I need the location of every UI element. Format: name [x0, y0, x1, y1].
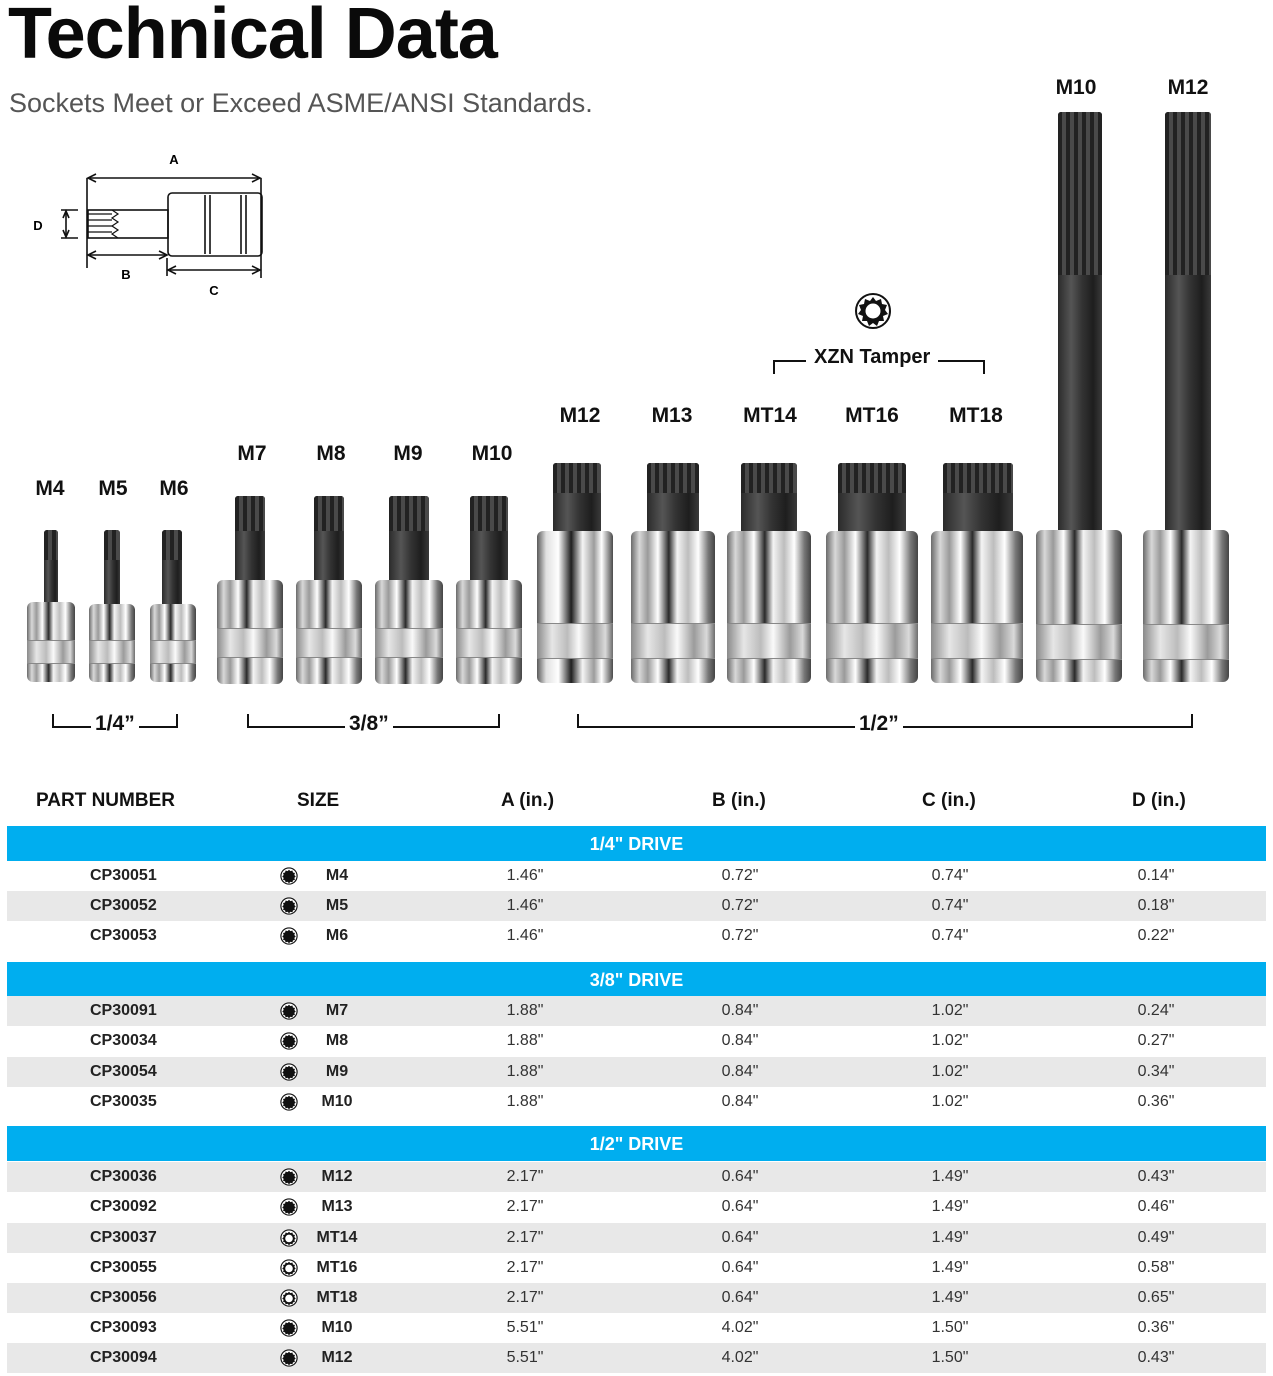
tamper-group-label: XZN Tamper — [806, 346, 938, 369]
part-number: CP30051 — [90, 867, 157, 884]
xzn-icon — [280, 1349, 298, 1367]
part-number: CP30093 — [90, 1319, 157, 1336]
table-row — [7, 1026, 1266, 1056]
dim-c: 1.49" — [931, 1229, 969, 1246]
part-number: CP30053 — [90, 927, 157, 944]
size: M5 — [325, 897, 349, 914]
table-row — [7, 861, 1266, 891]
xzn-icon — [280, 1198, 298, 1216]
dim-a: 5.51" — [506, 1349, 544, 1366]
socket-label: MT18 — [949, 404, 1003, 427]
dim-d: 0.43" — [1137, 1168, 1175, 1185]
dim-c: 1.49" — [931, 1168, 969, 1185]
dim-a: 2.17" — [506, 1198, 544, 1215]
socket-label: M8 — [316, 442, 346, 465]
dim-d: 0.22" — [1137, 927, 1175, 944]
dimension-diagram — [28, 148, 278, 298]
dim-d: 0.36" — [1137, 1093, 1175, 1110]
size: M6 — [325, 927, 349, 944]
dim-d: 0.14" — [1137, 867, 1175, 884]
size: M8 — [325, 1032, 349, 1049]
dim-c: 0.74" — [931, 927, 969, 944]
column-header-c: C (in.) — [922, 790, 976, 811]
xzn-tamper-icon — [280, 1259, 298, 1277]
socket-label: M12 — [1167, 76, 1209, 99]
dim-c: 1.02" — [931, 1032, 969, 1049]
dim-d: 0.49" — [1137, 1229, 1175, 1246]
socket-label: M10 — [1055, 76, 1097, 99]
table-row — [7, 1162, 1266, 1192]
table-row — [7, 996, 1266, 1026]
dim-label-c: C — [209, 283, 219, 298]
dim-a: 2.17" — [506, 1259, 544, 1276]
table-row — [7, 1283, 1266, 1313]
column-header-a: A (in.) — [501, 790, 555, 811]
table-row — [7, 1313, 1266, 1343]
column-header-size: SIZE — [297, 790, 340, 811]
part-number: CP30092 — [90, 1198, 157, 1215]
size: MT14 — [316, 1229, 358, 1246]
dim-d: 0.24" — [1137, 1002, 1175, 1019]
socket-label: M9 — [393, 442, 423, 465]
dim-label-b: B — [121, 267, 131, 282]
xzn-icon — [280, 1002, 298, 1020]
size: M13 — [321, 1198, 353, 1215]
socket-label: M4 — [35, 477, 65, 500]
size: MT18 — [316, 1289, 358, 1306]
part-number: CP30094 — [90, 1349, 157, 1366]
dim-b: 4.02" — [721, 1319, 759, 1336]
table-header — [0, 790, 1273, 816]
dim-a: 1.46" — [506, 867, 544, 884]
dim-d: 0.65" — [1137, 1289, 1175, 1306]
table-row — [7, 921, 1266, 951]
part-number: CP30036 — [90, 1168, 157, 1185]
drive-label-three-eighths: 3/8” — [345, 712, 393, 736]
size: M10 — [321, 1319, 353, 1336]
table-row — [7, 1343, 1266, 1373]
dim-c: 0.74" — [931, 867, 969, 884]
dim-d: 0.58" — [1137, 1259, 1175, 1276]
drive-label-half: 1/2” — [855, 712, 903, 736]
dim-b: 0.72" — [721, 867, 759, 884]
dim-a: 1.46" — [506, 897, 544, 914]
dim-b: 0.84" — [721, 1093, 759, 1110]
dim-b: 0.64" — [721, 1168, 759, 1185]
dim-a: 1.46" — [506, 927, 544, 944]
dim-a: 2.17" — [506, 1229, 544, 1246]
part-number: CP30037 — [90, 1229, 157, 1246]
dim-label-d: D — [33, 218, 43, 233]
dim-a: 1.88" — [506, 1063, 544, 1080]
socket-label: M12 — [559, 404, 601, 427]
dim-c: 1.49" — [931, 1289, 969, 1306]
dim-a: 1.88" — [506, 1093, 544, 1110]
xzn-tamper-icon — [280, 1289, 298, 1307]
dim-c: 1.50" — [931, 1349, 969, 1366]
dim-c: 1.49" — [931, 1198, 969, 1215]
dim-d: 0.18" — [1137, 897, 1175, 914]
part-number: CP30035 — [90, 1093, 157, 1110]
size: M12 — [321, 1168, 353, 1185]
drive-label-quarter: 1/4” — [91, 712, 139, 736]
dim-a: 2.17" — [506, 1289, 544, 1306]
table-row — [7, 1253, 1266, 1283]
part-number: CP30054 — [90, 1063, 157, 1080]
page-title: Technical Data — [8, 0, 497, 74]
xzn-icon — [280, 927, 298, 945]
dim-d: 0.46" — [1137, 1198, 1175, 1215]
dim-d: 0.43" — [1137, 1349, 1175, 1366]
column-header-d: D (in.) — [1132, 790, 1186, 811]
dim-c: 0.74" — [931, 897, 969, 914]
xzn-icon — [280, 1168, 298, 1186]
dim-b: 0.64" — [721, 1198, 759, 1215]
part-number: CP30056 — [90, 1289, 157, 1306]
table-row — [7, 891, 1266, 921]
dim-d: 0.36" — [1137, 1319, 1175, 1336]
table-row — [7, 1087, 1266, 1117]
dim-a: 1.88" — [506, 1032, 544, 1049]
dim-b: 0.64" — [721, 1289, 759, 1306]
xzn-icon — [280, 897, 298, 915]
xzn-tamper-icon — [854, 292, 892, 330]
size: M7 — [325, 1002, 349, 1019]
xzn-icon — [280, 1093, 298, 1111]
xzn-tamper-icon — [280, 1229, 298, 1247]
size: M10 — [321, 1093, 353, 1110]
socket-label: M13 — [651, 404, 693, 427]
socket-label: M7 — [237, 442, 267, 465]
column-header-part-number: PART NUMBER — [36, 790, 175, 811]
dim-c: 1.02" — [931, 1063, 969, 1080]
table-row — [7, 1223, 1266, 1253]
dim-b: 0.84" — [721, 1002, 759, 1019]
socket-label: M5 — [98, 477, 128, 500]
size: M9 — [325, 1063, 349, 1080]
table-row — [7, 1192, 1266, 1222]
column-header-b: B (in.) — [712, 790, 766, 811]
dim-a: 2.17" — [506, 1168, 544, 1185]
dim-b: 0.64" — [721, 1259, 759, 1276]
xzn-icon — [280, 867, 298, 885]
part-number: CP30052 — [90, 897, 157, 914]
socket-label: M10 — [471, 442, 513, 465]
xzn-icon — [280, 1032, 298, 1050]
dim-c: 1.02" — [931, 1002, 969, 1019]
dim-label-a: A — [169, 152, 179, 167]
drive-group-header-half: 1/2" DRIVE — [7, 1126, 1266, 1161]
size: M4 — [325, 867, 349, 884]
size: MT16 — [316, 1259, 358, 1276]
socket-label: MT16 — [845, 404, 899, 427]
dim-c: 1.49" — [931, 1259, 969, 1276]
part-number: CP30091 — [90, 1002, 157, 1019]
dim-b: 0.64" — [721, 1229, 759, 1246]
dim-a: 5.51" — [506, 1319, 544, 1336]
drive-group-header-quarter: 1/4" DRIVE — [7, 826, 1266, 861]
page-subtitle: Sockets Meet or Exceed ASME/ANSI Standards. — [9, 88, 593, 118]
xzn-icon — [280, 1063, 298, 1081]
part-number: CP30055 — [90, 1259, 157, 1276]
drive-group-header-three-eighths: 3/8" DRIVE — [7, 962, 1266, 997]
dim-b: 4.02" — [721, 1349, 759, 1366]
socket-label: MT14 — [743, 404, 797, 427]
dim-b: 0.84" — [721, 1032, 759, 1049]
dim-c: 1.02" — [931, 1093, 969, 1110]
socket-label: M6 — [159, 477, 189, 500]
part-number: CP30034 — [90, 1032, 157, 1049]
dim-a: 1.88" — [506, 1002, 544, 1019]
dim-d: 0.27" — [1137, 1032, 1175, 1049]
dim-d: 0.34" — [1137, 1063, 1175, 1080]
size: M12 — [321, 1349, 353, 1366]
dim-b: 0.84" — [721, 1063, 759, 1080]
dim-b: 0.72" — [721, 927, 759, 944]
dim-b: 0.72" — [721, 897, 759, 914]
xzn-icon — [280, 1319, 298, 1337]
table-row — [7, 1057, 1266, 1087]
dim-c: 1.50" — [931, 1319, 969, 1336]
